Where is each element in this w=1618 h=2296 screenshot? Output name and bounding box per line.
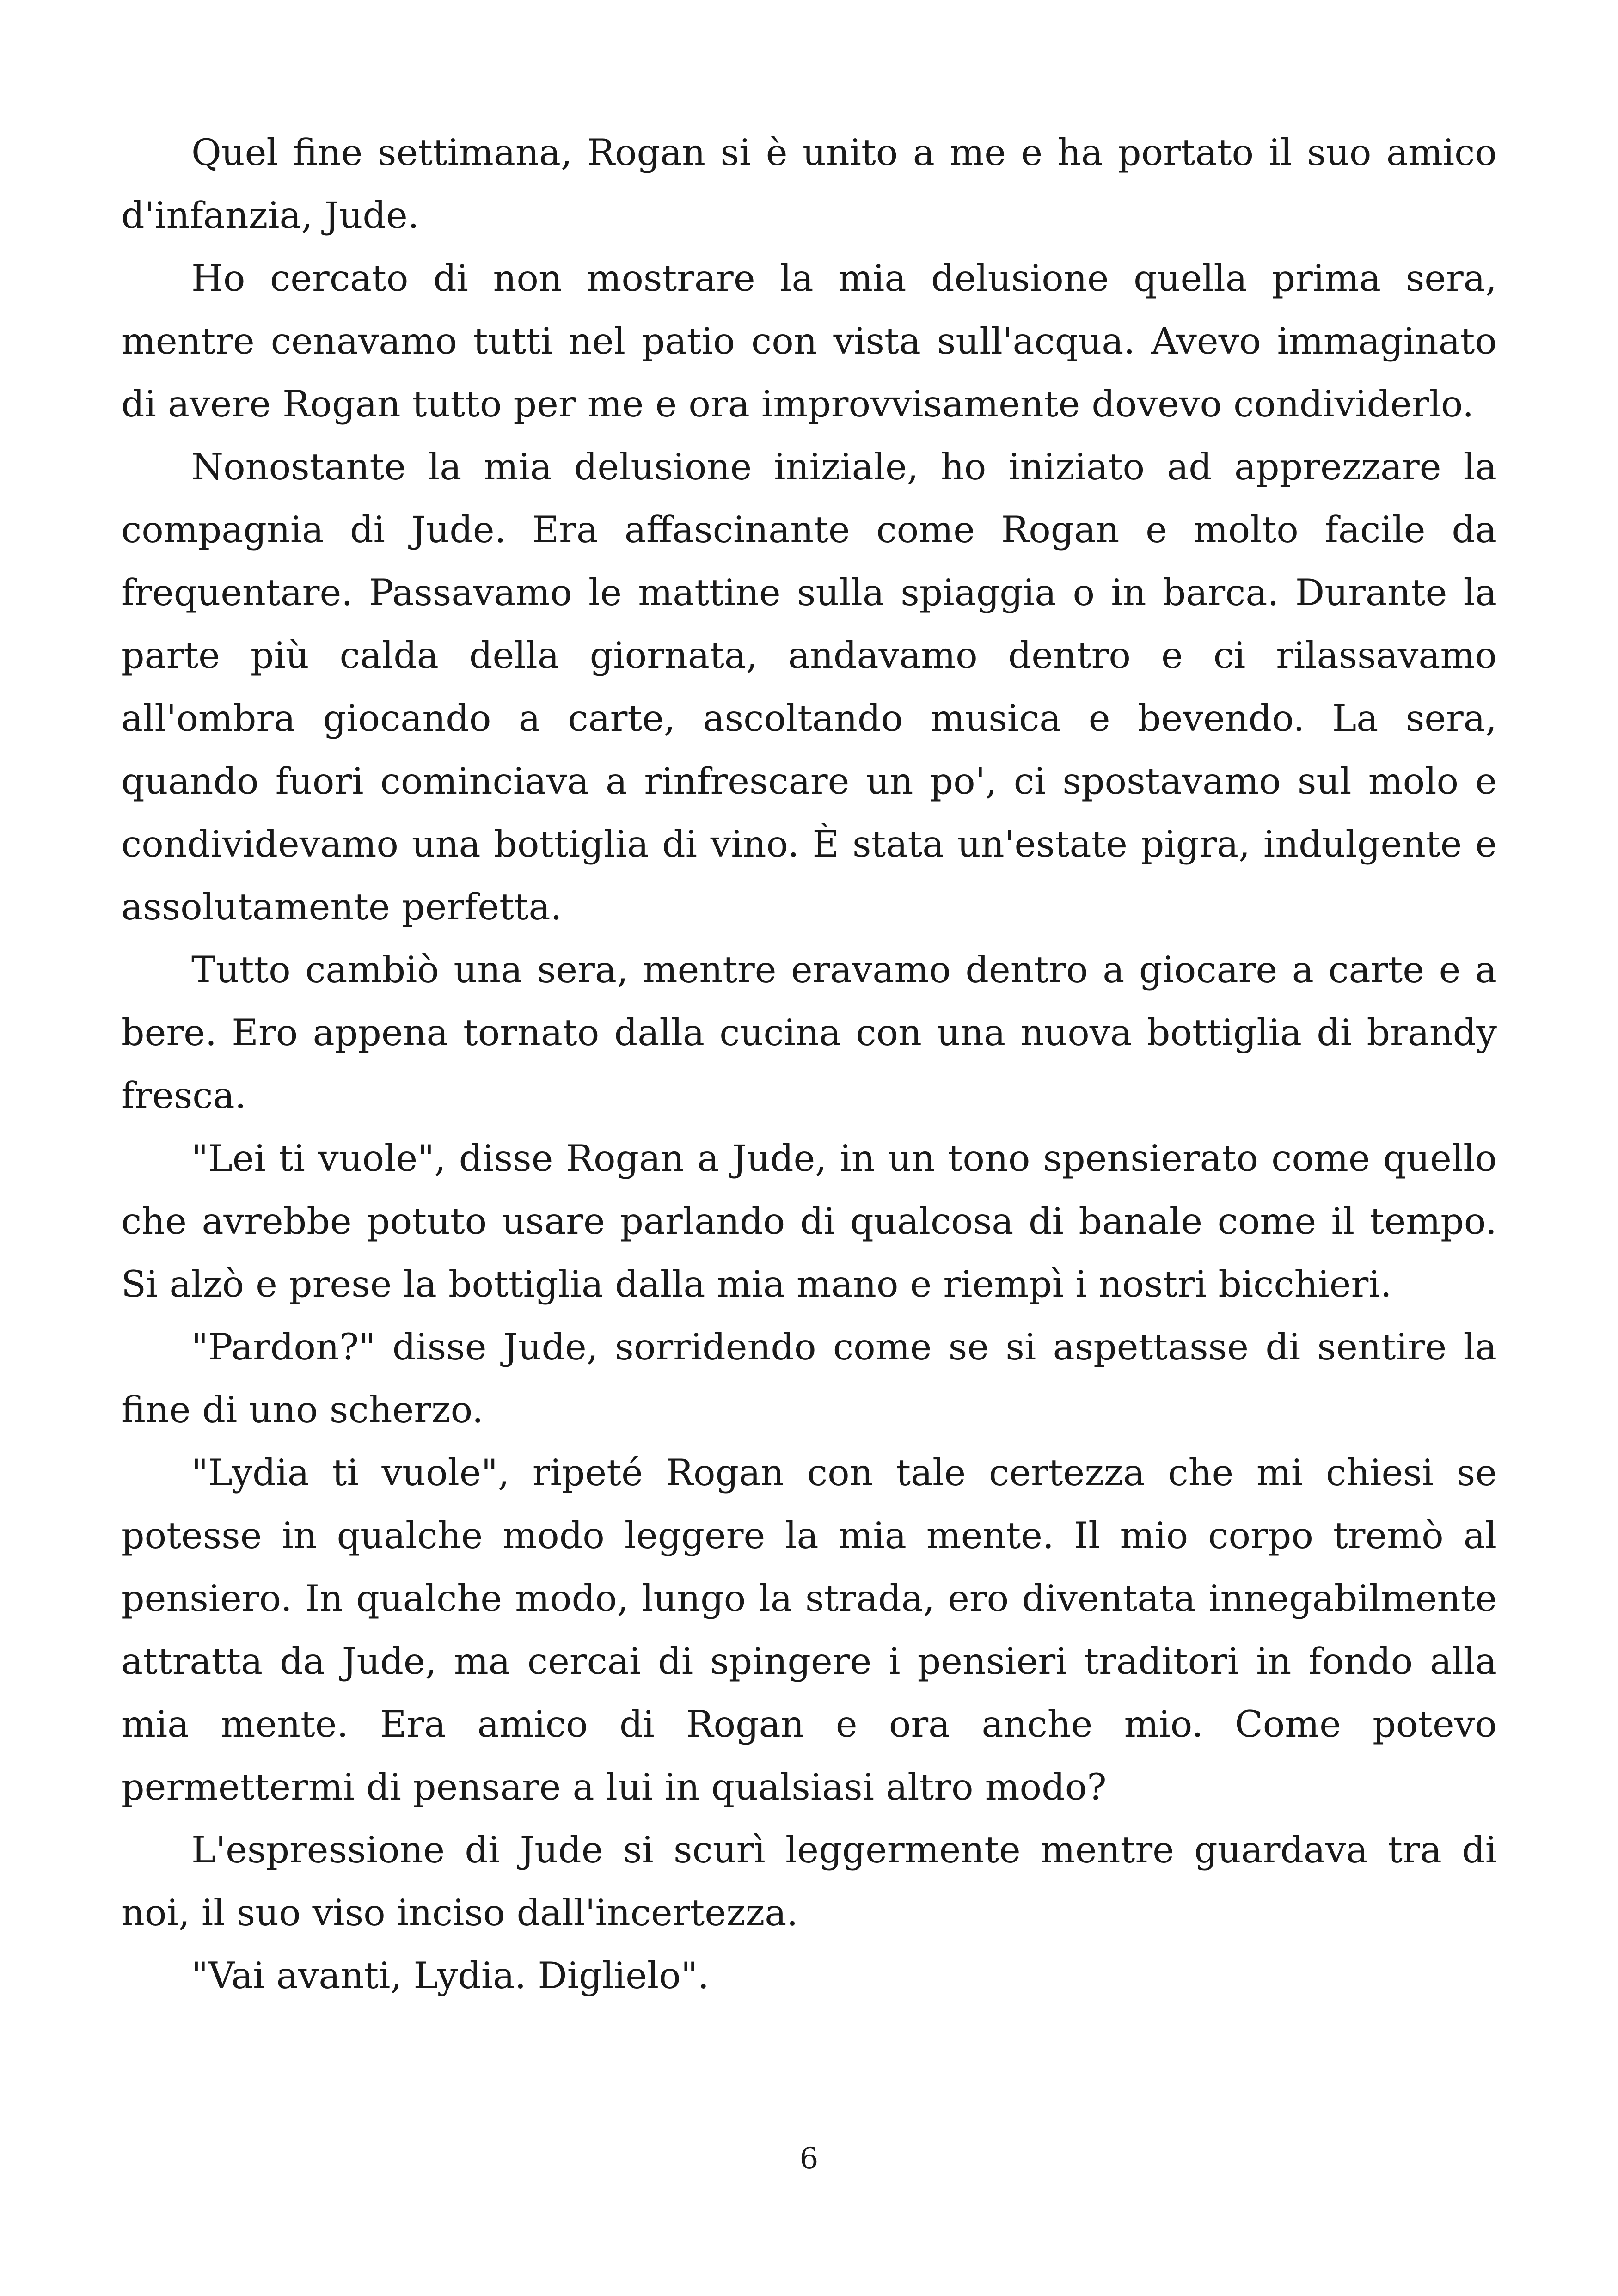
body-text: [121, 121, 1497, 2007]
paragraph: Tutto cambiò una sera, mentre eravamo dentro a giocare a carte e a bere. Ero appena tornato dalla cucina con una nuova bottiglia di brandy fresca.: [121, 949, 1497, 1117]
paragraph: "Vai avanti, Lydia. Diglielo".: [191, 1954, 710, 1997]
paragraph: "Lydia ti vuole", ripeté Rogan con tale certezza che mi chiesi se potesse in qualche modo leggere la mia mente. Il mio corpo tremò al pensiero. In qualche modo, lungo la strada, ero diventata innegabilmente attratta da Jude, ma cercai di spingere i pensieri traditori in fondo alla mia mente. Era amico di Rogan e ora anche mio. Come potevo permettermi di pensare a lui in qualsiasi altro modo?: [121, 1451, 1497, 1808]
paragraph: "Lei ti vuole", disse Rogan a Jude, in un tono spensierato come quello che avrebbe potuto usare parlando di qualcosa di banale come il tempo. Si alzò e prese la bottiglia dalla mia mano e riempì i nostri bicchieri.: [121, 1137, 1497, 1305]
page-number: 6: [799, 2142, 819, 2176]
paragraph: L'espressione di Jude si scurì leggermente mentre guardava tra di noi, il suo viso inciso dall'incertezza.: [121, 1829, 1497, 1934]
paragraph: "Pardon?" disse Jude, sorridendo come se si aspettasse di sentire la fine di uno scherzo.: [121, 1326, 1497, 1431]
paragraph: Ho cercato di non mostrare la mia delusione quella prima sera, mentre cenavamo tutti nel patio con vista sull'acqua. Avevo immaginato di avere Rogan tutto per me e ora improvvisamente dovevo condividerlo.: [121, 257, 1497, 425]
paragraph: Quel fine settimana, Rogan si è unito a me e ha portato il suo amico d'infanzia, Jude.: [121, 131, 1497, 237]
paragraph: Nonostante la mia delusione iniziale, ho iniziato ad apprezzare la compagnia di Jude. Era affascinante come Rogan e molto facile da frequentare. Passavamo le mattine sulla spiaggia o in barca. Durante la parte più calda della giornata, andavamo dentro e ci rilassavamo all'ombra giocando a carte, ascoltando musica e bevendo. La sera, quando fuori cominciava a rinfrescare un po', ci spostavamo sul molo e condividevamo una bottiglia di vino. È stata un'estate pigra, indulgente e assolutamente perfetta.: [121, 446, 1497, 928]
